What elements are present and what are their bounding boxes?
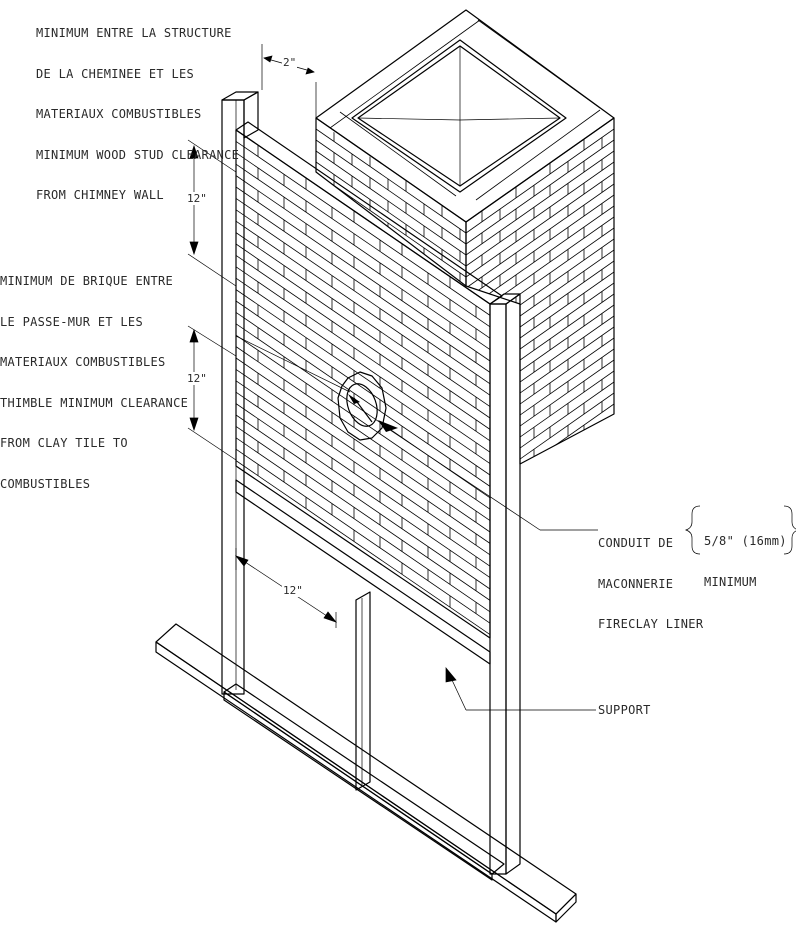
side-brick-dimension: 12" — [283, 584, 303, 597]
chimney-clearance-label: MINIMUM ENTRE LA STRUCTURE DE LA CHEMINEE ET LES MATERIAUX COMBUSTIBLES MINIMUM WOOD STUD CLEARANCE FROM CHIMNEY WALL — [36, 26, 240, 202]
header — [236, 480, 490, 664]
right-stud — [490, 294, 520, 874]
flue-opening — [352, 40, 566, 192]
center-stud — [356, 592, 370, 790]
lower-brick-dimension: 12" — [187, 372, 207, 385]
liner-spec-label: 5/8" (16mm) MINIMUM — [704, 534, 787, 589]
sill-plate — [156, 624, 576, 922]
chimney — [316, 10, 614, 541]
thimble-clearance-label: MINIMUM DE BRIQUE ENTRE LE PASSE-MUR ET LES MATERIAUX COMBUSTIBLES THIMBLE MINIMUM CLEARANCE FROM CLAY TILE TO COMBUSTIBLES — [0, 274, 189, 491]
stud-gap-dimension: 2" — [283, 56, 297, 69]
leader-lines — [236, 336, 598, 710]
liner-label: CONDUIT DE MACONNERIE FIRECLAY LINER — [598, 536, 704, 631]
brick-panel — [236, 122, 502, 638]
upper-brick-dimension: 12" — [187, 192, 207, 205]
chimney-left-face — [316, 118, 466, 286]
support-label: SUPPORT — [598, 703, 651, 717]
